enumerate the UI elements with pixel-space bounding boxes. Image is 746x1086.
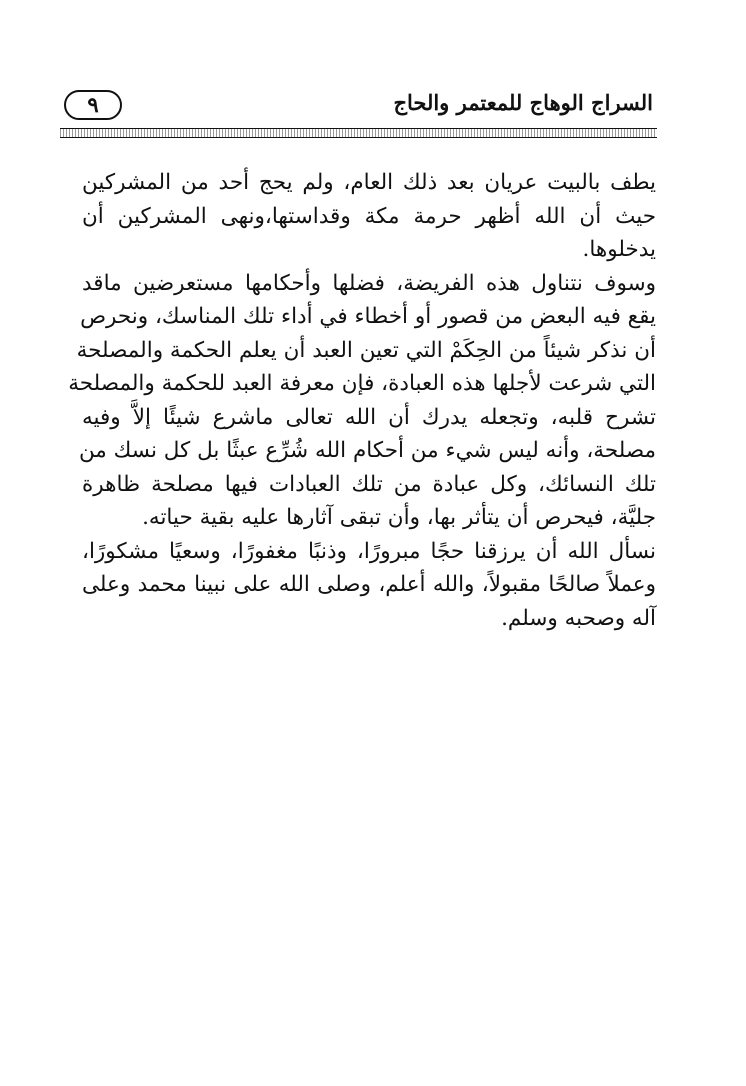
text-line: حيث أن الله أظهر حرمة مكة وقداستها،ونهى المشركين أن: [82, 203, 656, 229]
page-number: ٩: [87, 92, 99, 117]
text-line: يطف بالبيت عريان بعد ذلك العام، ولم يحج أحد من المشركين: [82, 170, 656, 195]
text-line: مصلحة، وأنه ليس شيء من أحكام الله شُرِّع عبثًا بل كل نسك من: [78, 438, 656, 463]
header-divider: [60, 128, 657, 138]
paragraph-1: [82, 166, 656, 267]
text-line: نسأل الله أن يرزقنا حجًا مبرورًا، وذنبًا مغفورًا، وسعيًا مشكورًا،: [82, 538, 656, 564]
running-header: [60, 86, 657, 128]
text-line: يقع فيه البعض من قصور أو أخطاء في أداء تلك المناسك، ونحرص: [80, 304, 656, 329]
body-text: [68, 166, 656, 635]
book-title: السراج الوهاج للمعتمر والحاج: [393, 90, 653, 115]
text-line: يدخلوها.: [582, 237, 656, 262]
page-number-badge: [64, 90, 122, 120]
text-line: آله وصحبه وسلم.: [501, 605, 656, 631]
text-line: تلك النسائك، وكل عبادة من تلك العبادات فيها مصلحة ظاهرة: [82, 471, 656, 497]
text-line: تشرح قلبه، وتجعله يدرك أن الله تعالى ماشرع شيئًا إلاَّ وفيه: [82, 404, 656, 430]
paragraph-2: [68, 267, 656, 535]
text-line: وسوف نتناول هذه الفريضة، فضلها وأحكامها مستعرضين ماقد: [82, 270, 656, 296]
paragraph-3: [82, 535, 656, 636]
text-line: وعملاً صالحًا مقبولاً، والله أعلم، وصلى الله على نبينا محمد وعلى: [82, 572, 656, 597]
text-line: جليَّة، فيحرص أن يتأثر بها، وأن تبقى آثارها عليه بقية حياته.: [142, 505, 656, 530]
text-line: أن نذكر شيئاً من الحِكَمْ التي تعين العبد أن يعلم الحكمة والمصلحة: [76, 337, 656, 363]
text-line: التي شرعت لأجلها هذه العبادة، فإن معرفة العبد للحكمة والمصلحة: [68, 371, 656, 396]
